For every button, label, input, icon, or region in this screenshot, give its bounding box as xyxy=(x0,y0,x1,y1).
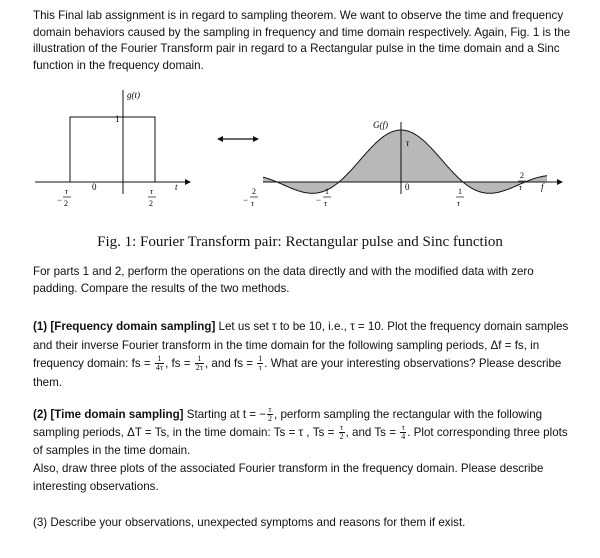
right-tick-zero: 0 xyxy=(405,182,410,192)
right-x-arrow xyxy=(557,179,563,185)
part2-label: (2) [Time domain sampling] xyxy=(33,408,184,421)
left-ylabel: g(t) xyxy=(127,90,140,100)
rect-pulse-plot xyxy=(35,90,191,208)
part1-paragraph: (1) [Frequency domain sampling] Let us set τ to be 10, i.e., τ = 10. Plot the frequency domain samples and their inverse Fourier transform in the time domain for the following sampling periods, Δf = fs, in frequency domain: fs = $\frac{1}{4\tau}$ , fs = $\frac{1}{2\tau}$ , and fs = $\frac{1}{\tau}$ . What are your interesting observations? Please describe them. xyxy=(33,320,569,389)
fraction-1-over-2tau: $\frac{1}{2\tau}$ xyxy=(195,354,203,373)
sinc-plot xyxy=(243,120,563,208)
left-x-arrow xyxy=(185,179,191,185)
right-tick-1-over-tau xyxy=(456,187,464,208)
part2-paragraph: (2) [Time domain sampling] Starting at t = − $\frac{\tau}{2}$ , perform sampling the rectangular with the following sampling periods, ΔT = Ts, in the time domain: Ts = τ , Ts = $\frac{\tau}{2}$ , and Ts = $\frac{\tau}{4}$ . Plot corresponding three plots of samples in the time domain. Also, draw three plots of the associated Fourier transform in the frequency domain. Please describe interesting observations. xyxy=(33,405,568,493)
right-ylabel: G(f) xyxy=(373,120,388,130)
figure-caption: Fig. 1: Fourier Transform pair: Rectangular pulse and Sinc function xyxy=(97,234,503,250)
rect-pulse xyxy=(70,117,155,182)
tick-den: τ xyxy=(457,199,460,208)
right-peak-label: τ xyxy=(406,138,410,148)
tick-den: τ xyxy=(324,199,327,208)
svg-text:−: − xyxy=(316,195,322,205)
tick-den: τ xyxy=(519,183,522,192)
left-tick-half-tau xyxy=(148,187,156,208)
part3-paragraph: (3) Describe your observations, unexpected symptoms and reasons for them if exist. xyxy=(33,516,466,529)
intro-paragraph: This Final lab assignment is in regard to sampling theorem. We want to observe the time and frequency domain behaviors caused by the sampling in frequency and time domain respectively. Again, Fig. 1 is the illustration of the Fourier Transform pair in regard to a Rectangular pulse in the time domain and a Sinc function in the frequency domain. xyxy=(33,9,571,72)
right-tick-neg-2-over-tau xyxy=(243,187,258,208)
fraction-tau-over-4: $\frac{\tau}{4}$ xyxy=(401,423,406,442)
fourier-pair-figure xyxy=(35,82,565,232)
fraction-tau-over-2-start: $\frac{\tau}{2}$ xyxy=(268,405,273,424)
tick-den: 2 xyxy=(149,199,153,208)
left-tick-zero: 0 xyxy=(92,182,97,192)
tick-den: τ xyxy=(251,199,254,208)
left-xlabel: t xyxy=(175,182,178,192)
tick-num: 1 xyxy=(325,187,329,196)
part2-line2: Also, draw three plots of the associated Fourier transform in the frequency domain. Please describe interesting observations. xyxy=(33,462,544,493)
fraction-tau-over-2: $\frac{\tau}{2}$ xyxy=(339,423,344,442)
tick-num: 1 xyxy=(458,187,462,196)
fraction-1-over-tau: $\frac{1}{\tau}$ xyxy=(258,354,263,373)
left-tick-neg-half-tau xyxy=(57,187,71,208)
left-height-label: 1 xyxy=(115,114,120,124)
fraction-1-over-4tau: $\frac{1}{4\tau}$ xyxy=(155,354,164,373)
tick-den: 2 xyxy=(64,199,68,208)
tick-num: 2 xyxy=(252,187,256,196)
tick-num: τ xyxy=(65,187,68,196)
tick-num: τ xyxy=(150,187,153,196)
right-xlabel: f xyxy=(541,182,544,192)
fourier-pair-arrow xyxy=(217,136,259,142)
svg-text:−: − xyxy=(57,195,63,205)
part1-label: (1) [Frequency domain sampling] xyxy=(33,320,216,333)
svg-text:−: − xyxy=(243,195,249,205)
parts-intro-paragraph: For parts 1 and 2, perform the operations on the data directly and with the modified data with zero padding. Compare the results of the two methods. xyxy=(33,265,534,295)
tick-num: 2 xyxy=(520,171,524,180)
